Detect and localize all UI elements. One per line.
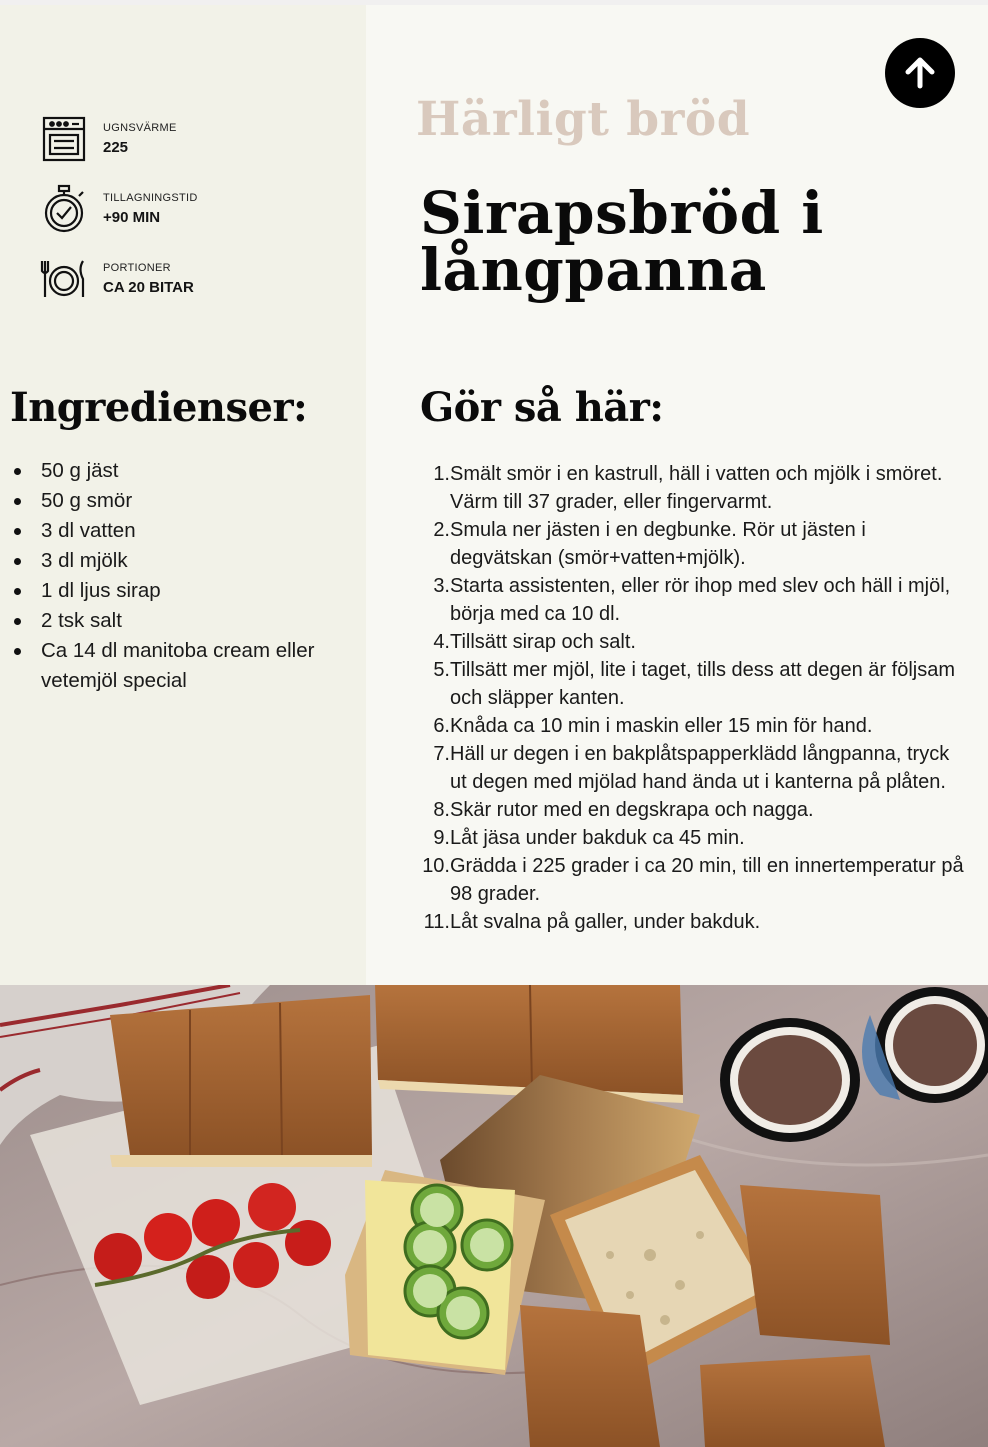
ingredients-heading: Ingredienser: bbox=[10, 384, 308, 431]
step-item bbox=[420, 712, 965, 740]
ingredients-list bbox=[10, 456, 381, 696]
ingredient-item: 2 tsk salt bbox=[41, 606, 381, 636]
step-number: 3. bbox=[433, 575, 450, 597]
bread-photo bbox=[0, 985, 988, 1447]
step-text: Grädda i 225 grader i ca 20 min, till en innertemperatur på 98 grader. bbox=[450, 855, 964, 905]
step-text: Tillsätt mer mjöl, lite i taget, tills dess att degen är följsam och släpper kanten. bbox=[450, 659, 955, 709]
meta-portions bbox=[40, 254, 194, 304]
step-number: 4. bbox=[433, 631, 450, 653]
step-item bbox=[420, 656, 965, 712]
meta-label: PORTIONER bbox=[103, 262, 171, 274]
ingredient-item: 50 g smör bbox=[41, 486, 381, 516]
recipe-title: Sirapsbröd i långpanna bbox=[420, 179, 824, 304]
step-number: 10. bbox=[422, 855, 450, 877]
step-number: 11. bbox=[423, 911, 450, 933]
recipe-category: Härligt bröd bbox=[416, 92, 751, 147]
step-number: 2. bbox=[433, 519, 450, 541]
step-text: Knåda ca 10 min i maskin eller 15 min för hand. bbox=[450, 715, 873, 737]
step-item bbox=[420, 628, 965, 656]
ingredient-item: 50 g jäst bbox=[41, 456, 381, 486]
meta-value: 225 bbox=[103, 139, 129, 156]
step-text: Häll ur degen i en bakplåtspapperklädd långpanna, tryck ut degen med mjölad hand ända ut i kanterna på plåten. bbox=[450, 743, 950, 793]
meta-label: UGNSVÄRME bbox=[103, 122, 177, 134]
step-number: 5. bbox=[433, 659, 450, 681]
ingredient-item: Ca 14 dl manitoba cream eller vetemjöl special bbox=[41, 636, 381, 696]
step-text: Låt svalna på galler, under bakduk. bbox=[450, 911, 761, 933]
step-item bbox=[420, 572, 965, 628]
step-item bbox=[420, 908, 965, 936]
step-text: Smält smör i en kastrull, häll i vatten och mjölk i smöret. Värm till 37 grader, eller fingervarmt. bbox=[450, 463, 943, 513]
step-item bbox=[420, 460, 965, 516]
ingredient-item: 3 dl vatten bbox=[41, 516, 381, 546]
step-text: Smula ner jästen i en degbunke. Rör ut jästen i degvätskan (smör+vatten+mjölk). bbox=[450, 519, 866, 569]
step-text: Starta assistenten, eller rör ihop med slev och häll i mjöl, börja med ca 10 dl. bbox=[450, 575, 951, 625]
step-number: 7. bbox=[433, 743, 450, 765]
steps-list bbox=[420, 460, 965, 936]
steps-heading: Gör så här: bbox=[420, 384, 664, 431]
meta-oven-temperature bbox=[40, 114, 177, 164]
stopwatch-icon bbox=[40, 184, 88, 234]
ingredient-item: 1 dl ljus sirap bbox=[41, 576, 381, 606]
meta-cooking-time bbox=[40, 184, 198, 234]
step-item bbox=[420, 824, 965, 852]
oven-icon bbox=[40, 114, 88, 164]
meta-label: TILLAGNINGSTID bbox=[103, 192, 198, 204]
step-text: Låt jäsa under bakduk ca 45 min. bbox=[450, 827, 745, 849]
step-item bbox=[420, 852, 965, 908]
arrow-up-icon bbox=[902, 55, 938, 91]
step-number: 8. bbox=[433, 799, 450, 821]
step-text: Tillsätt sirap och salt. bbox=[450, 631, 636, 653]
step-text: Skär rutor med en degskrapa och nagga. bbox=[450, 799, 814, 821]
step-number: 6. bbox=[433, 715, 450, 737]
step-number: 9. bbox=[433, 827, 450, 849]
meta-value: CA 20 BITAR bbox=[103, 279, 194, 296]
scroll-to-top-button[interactable] bbox=[885, 38, 955, 108]
step-item bbox=[420, 796, 965, 824]
step-item bbox=[420, 516, 965, 572]
ingredient-item: 3 dl mjölk bbox=[41, 546, 381, 576]
step-item bbox=[420, 740, 965, 796]
meta-value: +90 MIN bbox=[103, 209, 161, 226]
step-number: 1. bbox=[433, 463, 450, 485]
plate-cutlery-icon bbox=[40, 254, 88, 304]
